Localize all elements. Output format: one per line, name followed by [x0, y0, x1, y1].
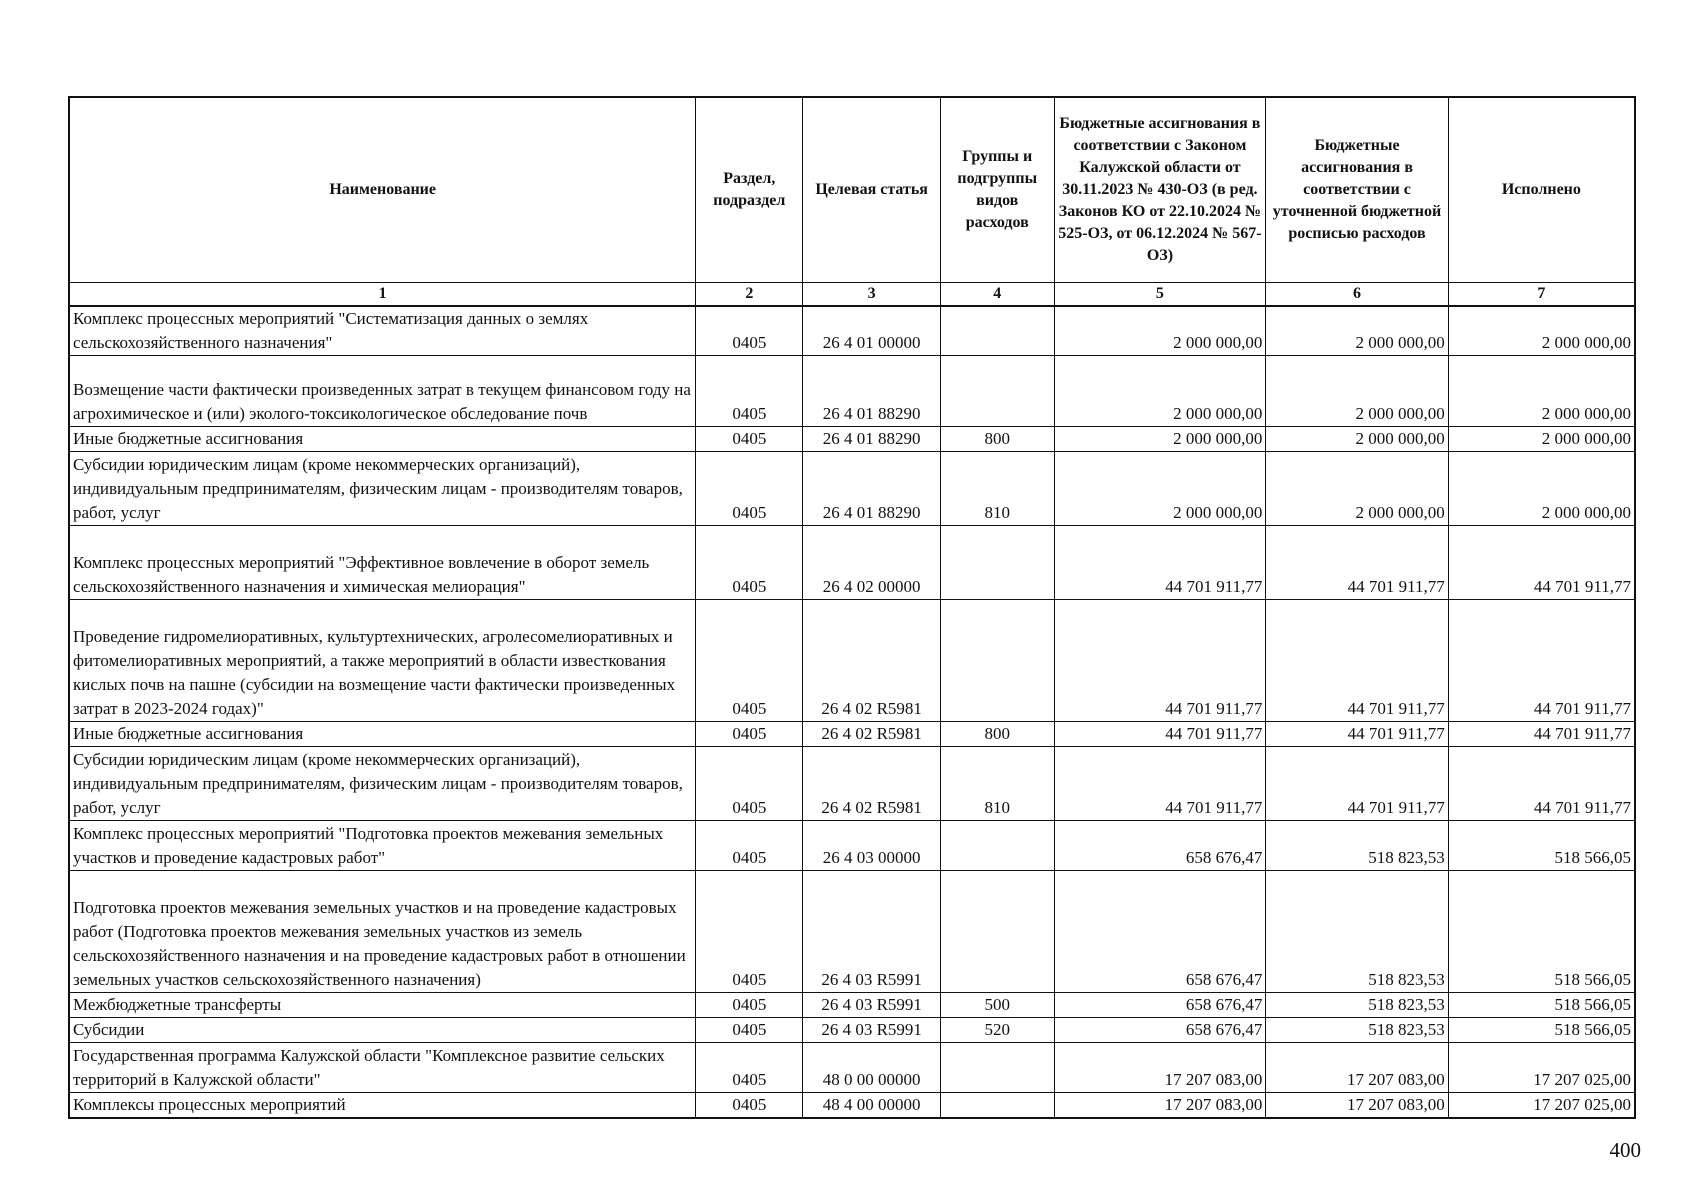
row-law-amount: 44 701 911,77 — [1054, 600, 1266, 722]
row-target: 26 4 02 00000 — [803, 526, 941, 600]
row-schedule-amount: 2 000 000,00 — [1266, 452, 1448, 526]
table-row — [69, 747, 1635, 821]
table-row — [69, 600, 1635, 722]
table-row — [69, 722, 1635, 747]
row-target: 48 4 00 00000 — [803, 1093, 941, 1119]
row-target: 48 0 00 00000 — [803, 1043, 941, 1093]
row-group: 810 — [940, 452, 1054, 526]
row-name: Комплексы процессных мероприятий — [69, 1093, 696, 1119]
row-name: Субсидии — [69, 1018, 696, 1043]
row-target: 26 4 03 00000 — [803, 821, 941, 871]
header-law-allocations: Бюджетные ассигнования в соответствии с Законом Калужской области от 30.11.2023 № 430-ОЗ (в ред. Законов КО от 22.10.2024 № 525-ОЗ, от 06.12.2024 № 567-ОЗ) — [1054, 97, 1266, 282]
row-group — [940, 600, 1054, 722]
row-law-amount: 44 701 911,77 — [1054, 747, 1266, 821]
row-schedule-amount: 44 701 911,77 — [1266, 600, 1448, 722]
column-number: 4 — [940, 282, 1054, 306]
row-name: Проведение гидромелиоративных, культуртехнических, агролесомелиоративных и фитомелиоративных мероприятий, а также мероприятий в области известкования кислых почв на пашне (субсидии на возмещение части фактически произведенных затрат в 2023-2024 годах)" — [69, 600, 696, 722]
budget-table-container — [68, 96, 1636, 1119]
row-executed-amount: 44 701 911,77 — [1448, 526, 1635, 600]
row-group — [940, 821, 1054, 871]
row-executed-amount: 518 566,05 — [1448, 821, 1635, 871]
row-section: 0405 — [696, 356, 803, 427]
row-name: Комплекс процессных мероприятий "Эффективное вовлечение в оборот земель сельскохозяйственного назначения и химическая мелиорация" — [69, 526, 696, 600]
row-law-amount: 44 701 911,77 — [1054, 526, 1266, 600]
column-number: 6 — [1266, 282, 1448, 306]
row-section: 0405 — [696, 600, 803, 722]
row-executed-amount: 17 207 025,00 — [1448, 1043, 1635, 1093]
row-executed-amount: 518 566,05 — [1448, 1018, 1635, 1043]
row-group — [940, 306, 1054, 356]
row-section: 0405 — [696, 306, 803, 356]
row-section: 0405 — [696, 1018, 803, 1043]
row-law-amount: 658 676,47 — [1054, 993, 1266, 1018]
row-section: 0405 — [696, 452, 803, 526]
row-schedule-amount: 17 207 083,00 — [1266, 1093, 1448, 1119]
row-target: 26 4 02 R5981 — [803, 747, 941, 821]
row-group: 800 — [940, 427, 1054, 452]
column-number-row — [69, 282, 1635, 306]
row-target: 26 4 03 R5991 — [803, 993, 941, 1018]
row-name: Комплекс процессных мероприятий "Систематизация данных о землях сельскохозяйственного назначения" — [69, 306, 696, 356]
row-name: Государственная программа Калужской области "Комплексное развитие сельских территорий в Калужской области" — [69, 1043, 696, 1093]
column-number: 5 — [1054, 282, 1266, 306]
table-row — [69, 526, 1635, 600]
row-law-amount: 2 000 000,00 — [1054, 356, 1266, 427]
row-section: 0405 — [696, 871, 803, 993]
row-group: 810 — [940, 747, 1054, 821]
row-law-amount: 2 000 000,00 — [1054, 452, 1266, 526]
table-row — [69, 306, 1635, 356]
row-law-amount: 17 207 083,00 — [1054, 1043, 1266, 1093]
row-executed-amount: 518 566,05 — [1448, 871, 1635, 993]
row-schedule-amount: 44 701 911,77 — [1266, 747, 1448, 821]
row-target: 26 4 01 00000 — [803, 306, 941, 356]
row-name: Межбюджетные трансферты — [69, 993, 696, 1018]
row-schedule-amount: 518 823,53 — [1266, 1018, 1448, 1043]
header-executed: Исполнено — [1448, 97, 1635, 282]
table-row — [69, 1043, 1635, 1093]
row-law-amount: 44 701 911,77 — [1054, 722, 1266, 747]
budget-execution-table — [68, 96, 1636, 1119]
row-target: 26 4 02 R5981 — [803, 600, 941, 722]
row-schedule-amount: 518 823,53 — [1266, 993, 1448, 1018]
row-group — [940, 526, 1054, 600]
row-section: 0405 — [696, 427, 803, 452]
row-target: 26 4 03 R5991 — [803, 1018, 941, 1043]
row-schedule-amount: 518 823,53 — [1266, 821, 1448, 871]
row-target: 26 4 01 88290 — [803, 452, 941, 526]
row-schedule-amount: 2 000 000,00 — [1266, 356, 1448, 427]
row-schedule-amount: 2 000 000,00 — [1266, 306, 1448, 356]
row-group: 520 — [940, 1018, 1054, 1043]
row-section: 0405 — [696, 722, 803, 747]
table-header-row — [69, 97, 1635, 282]
row-name: Субсидии юридическим лицам (кроме некоммерческих организаций), индивидуальным предпринимателям, физическим лицам - производителям товаров, работ, услуг — [69, 452, 696, 526]
row-schedule-amount: 17 207 083,00 — [1266, 1043, 1448, 1093]
header-target-article: Целевая статья — [803, 97, 941, 282]
row-target: 26 4 03 R5991 — [803, 871, 941, 993]
header-name: Наименование — [69, 97, 696, 282]
row-schedule-amount: 44 701 911,77 — [1266, 722, 1448, 747]
row-name: Возмещение части фактически произведенных затрат в текущем финансовом году на агрохимическое и (или) эколого-токсикологическое обследование почв — [69, 356, 696, 427]
column-number: 3 — [803, 282, 941, 306]
row-target: 26 4 01 88290 — [803, 356, 941, 427]
row-name: Субсидии юридическим лицам (кроме некоммерческих организаций), индивидуальным предпринимателям, физическим лицам - производителям товаров, работ, услуг — [69, 747, 696, 821]
row-executed-amount: 44 701 911,77 — [1448, 600, 1635, 722]
row-law-amount: 2 000 000,00 — [1054, 427, 1266, 452]
row-schedule-amount: 44 701 911,77 — [1266, 526, 1448, 600]
row-law-amount: 658 676,47 — [1054, 821, 1266, 871]
row-name: Иные бюджетные ассигнования — [69, 722, 696, 747]
row-group — [940, 1043, 1054, 1093]
row-schedule-amount: 518 823,53 — [1266, 871, 1448, 993]
row-executed-amount: 2 000 000,00 — [1448, 306, 1635, 356]
column-number: 1 — [69, 282, 696, 306]
row-schedule-amount: 2 000 000,00 — [1266, 427, 1448, 452]
header-expense-group: Группы и подгруппы видов расходов — [940, 97, 1054, 282]
table-row — [69, 427, 1635, 452]
row-law-amount: 658 676,47 — [1054, 1018, 1266, 1043]
row-group: 500 — [940, 993, 1054, 1018]
row-group: 800 — [940, 722, 1054, 747]
table-row — [69, 356, 1635, 427]
row-law-amount: 17 207 083,00 — [1054, 1093, 1266, 1119]
row-name: Иные бюджетные ассигнования — [69, 427, 696, 452]
header-schedule-allocations: Бюджетные ассигнования в соответствии с уточненной бюджетной росписью расходов — [1266, 97, 1448, 282]
table-row — [69, 1018, 1635, 1043]
row-executed-amount: 2 000 000,00 — [1448, 427, 1635, 452]
row-section: 0405 — [696, 1043, 803, 1093]
row-name: Подготовка проектов межевания земельных участков и на проведение кадастровых работ (Подготовка проектов межевания земельных участков из земель сельскохозяйственного назначения и на проведение кадастровых работ в отношении земельных участков сельскохозяйственного назначения) — [69, 871, 696, 993]
row-section: 0405 — [696, 526, 803, 600]
row-executed-amount: 518 566,05 — [1448, 993, 1635, 1018]
row-section: 0405 — [696, 1093, 803, 1119]
table-row — [69, 993, 1635, 1018]
row-law-amount: 2 000 000,00 — [1054, 306, 1266, 356]
row-executed-amount: 44 701 911,77 — [1448, 722, 1635, 747]
table-row — [69, 871, 1635, 993]
row-section: 0405 — [696, 747, 803, 821]
row-executed-amount: 17 207 025,00 — [1448, 1093, 1635, 1119]
row-group — [940, 356, 1054, 427]
row-section: 0405 — [696, 993, 803, 1018]
table-row — [69, 452, 1635, 526]
row-target: 26 4 01 88290 — [803, 427, 941, 452]
page-number: 400 — [1609, 1138, 1641, 1162]
column-number: 7 — [1448, 282, 1635, 306]
header-section: Раздел, подраздел — [696, 97, 803, 282]
row-target: 26 4 02 R5981 — [803, 722, 941, 747]
column-number: 2 — [696, 282, 803, 306]
table-row — [69, 1093, 1635, 1119]
table-row — [69, 821, 1635, 871]
row-name: Комплекс процессных мероприятий "Подготовка проектов межевания земельных участков и проведение кадастровых работ" — [69, 821, 696, 871]
row-group — [940, 1093, 1054, 1119]
row-group — [940, 871, 1054, 993]
row-section: 0405 — [696, 821, 803, 871]
row-law-amount: 658 676,47 — [1054, 871, 1266, 993]
row-executed-amount: 2 000 000,00 — [1448, 356, 1635, 427]
row-executed-amount: 44 701 911,77 — [1448, 747, 1635, 821]
row-executed-amount: 2 000 000,00 — [1448, 452, 1635, 526]
